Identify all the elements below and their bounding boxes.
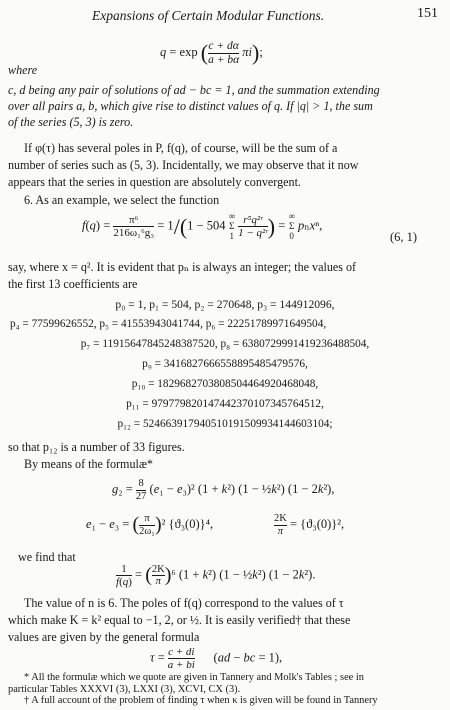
running-title: Expansions of Certain Modular Functions. bbox=[92, 8, 325, 23]
equation-K: $\frac{2K}{\pi}$ = {ϑ₃(0)}², bbox=[274, 513, 345, 537]
footnote-2-line-1: † A full account of the problem of finding τ when κ is given will be found in Tannery bbox=[24, 695, 378, 706]
paragraph-1-line-1: If φ(τ) has several poles in P, f(q), of course, will be the sum of a bbox=[24, 141, 338, 155]
paragraph-5-line-3: values are given by the general formula bbox=[8, 630, 200, 644]
footnote-1-line-1: * All the formulæ which we quote are given in Tannery and Molk's Tables ; see in bbox=[24, 672, 364, 683]
footnote-1-line-2: particular Tables XXXVI (3), LXXI (3), XCVI, CX (3). bbox=[8, 684, 241, 695]
paragraph-2-line-1: 6. As an example, we select the function bbox=[24, 193, 220, 207]
coefficients-row-3: p₇ = 11915647845248387520, p₈ = 6380729991419236488504, bbox=[80, 338, 370, 350]
equation-g2: g₂ = $\frac{8}{27}$ (e₁ − e₃)² (1 + k²) (1 − ½k²) (1 − 2k²), bbox=[112, 478, 335, 502]
we-find-that: we find that bbox=[18, 550, 76, 564]
coefficients-row-2: p₄ = 77599626552, p₅ = 41553943041744, p₆ = 22251789971649504, bbox=[10, 318, 327, 330]
equation-1-over-f: $\frac{1}{f(q)}$ = ( $\frac{2K}{\pi}$ )⁶ (1 + k²) (1 − ½k²) (1 − 2k²). bbox=[116, 563, 316, 589]
equation-e: e₁ − e₃ = ( $\frac{\pi}{\text{2ω₁}}$ )² {ϑ₃(0)}⁴, bbox=[86, 513, 214, 537]
equation-tau: τ = $\frac{c + di}{a + bi}$ (ad − bc = 1), bbox=[150, 646, 283, 672]
equation-q: q = exp ( $\frac{c + d\alpha}{a + b\alpha}$ πi); bbox=[160, 40, 263, 66]
condition-line-2: over all pairs a, b, which give rise to distinct values of q. If |q| > 1, the sum bbox=[8, 99, 373, 113]
paragraph-3-line-1: say, where x = q². It is evident that pₙ is always an integer; the values of bbox=[8, 260, 357, 274]
paragraph-1-line-2: number of series such as (5, 3). Incidentally, we may observe that it now bbox=[8, 158, 359, 172]
condition-line-1: c, d being any pair of solutions of ad − bc = 1, and the summation extending bbox=[8, 83, 380, 97]
where-label: where bbox=[8, 63, 38, 77]
paragraph-1-line-3: appears that the series in question are absolutely convergent. bbox=[8, 175, 301, 189]
condition-line-3: of the series (5, 3) is zero. bbox=[8, 115, 134, 129]
coefficients-row-7: p₁₂ = 524663917940510191509934144603104; bbox=[117, 418, 333, 430]
paragraph-4-line-1: so that p₁₂ is a number of 33 figures. bbox=[8, 440, 185, 454]
equation-f-number: (6, 1) bbox=[390, 230, 418, 244]
coefficients-row-6: p₁₁ = 979779820147442370107345764512, bbox=[126, 398, 324, 410]
equation-f: f(q) = $\frac{\text{π⁶}}{\text{216ω₁⁶g₃}}$ = 1/(1 − 504 ∞ Σ 1 $\frac{\text{r⁵q²ʳ}}{\text{1 − q²ʳ}}$ ) = ∞ Σ 0 pₙxⁿ, bbox=[82, 211, 323, 241]
paragraph-5-line-2: which make K = k² equal to −1, 2, or ½. It is easily verified† that these bbox=[8, 613, 351, 627]
coefficients-row-5: p₁₀ = 1829682703808504464920468048, bbox=[131, 378, 319, 390]
coefficients-row-4: p₉ = 3416827666558895485479576, bbox=[142, 358, 308, 370]
page-number: 151 bbox=[417, 6, 438, 21]
paragraph-3-line-2: the first 13 coefficients are bbox=[8, 277, 138, 291]
coefficients-row-1: p₀ = 1, p₁ = 504, p₂ = 270648, p₃ = 144912096, bbox=[115, 298, 335, 311]
paragraph-4-line-2: By means of the formulæ* bbox=[24, 457, 153, 471]
paragraph-5-line-1: The value of n is 6. The poles of f(q) correspond to the values of τ bbox=[24, 596, 344, 610]
